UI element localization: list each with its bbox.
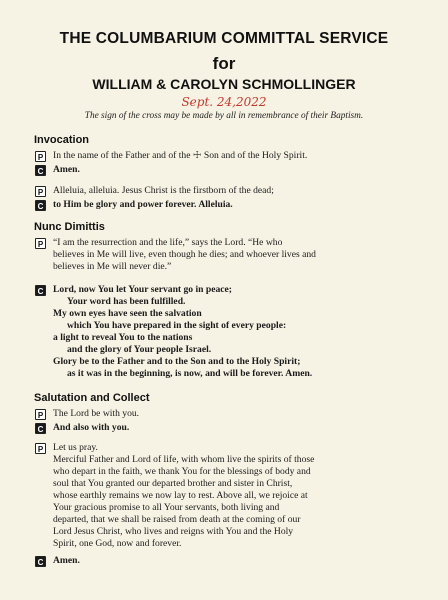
pastor-marker-icon: P [35,238,46,249]
text-line: Lord Jesus Christ, who lives and reigns with You and the Holy [53,526,294,537]
pastor-marker-icon: P [35,186,46,197]
text-line: soul that You granted our departed brother and sister in Christ, [53,478,293,489]
congregation-marker-icon: C [35,423,46,434]
pastor-marker-icon: P [35,151,46,162]
text-line: My own eyes have seen the salvation [53,308,202,319]
text-line: who depart in the faith, we thank You for the blessings of body and [53,466,311,477]
invocation-congregation-text: Amen. [53,164,80,175]
names-title: WILLIAM & CAROLYN SCHMOLLINGER [92,76,356,92]
title-for: for [212,54,236,73]
congregation-marker-icon: C [35,556,46,567]
pastor-marker-icon: P [35,409,46,420]
pastor-marker-icon: P [35,443,46,454]
cross-sign-note: The sign of the cross may be made by all in remembrance of their Baptism. [84,111,364,121]
text-line: believes in Me will never die.” [53,261,172,272]
text-line: Merciful Father and Lord of life, with whom live the spirits of those [53,454,315,465]
text-line: and the glory of Your people Israel. [67,344,212,355]
text-line: Your word has been fulfilled. [67,296,186,307]
invocation-pastor-text: In the name of the Father and of the ☩ Son and of the Holy Spirit. [53,150,308,161]
alleluia-pastor-text: Alleluia, alleluia. Jesus Christ is the firstborn of the dead; [53,185,274,196]
collect-congregation-text: Amen. [53,555,80,566]
salutation-congregation-text: And also with you. [53,422,130,433]
service-title: THE COLUMBARIUM COMMITTAL SERVICE [59,30,389,47]
text-line: believes in Me will live, even though he dies; and whoever lives and [53,249,316,260]
text-line: Spirit, one God, now and forever. [53,538,182,549]
heading-nunc-dimittis: Nunc Dimittis [34,221,105,233]
salutation-pastor-text: The Lord be with you. [53,408,140,419]
heading-salutation-collect: Salutation and Collect [34,392,150,404]
collect-pastor-text [53,442,425,550]
text-line: Glory be to the Father and to the Son and to the Holy Spirit; [53,356,301,367]
text-line: a light to reveal You to the nations [53,332,193,343]
text-line: Lord, now You let Your servant go in peace; [53,284,232,295]
congregation-marker-icon: C [35,285,46,296]
alleluia-congregation-text: to Him be glory and power forever. Alleluia. [53,199,233,210]
text-line: Your gracious promise to all Your servants, both living and [53,502,280,513]
text-line: departed, that we shall be raised from death at the coming of our [53,514,301,525]
text-line: which You have prepared in the sight of every people: [67,320,287,331]
handwritten-date: Sept. 24,2022 [181,95,267,109]
text-line: “I am the resurrection and the life,” says the Lord. “He who [53,237,283,248]
nunc-congregation-text [53,284,425,380]
congregation-marker-icon: C [35,200,46,211]
congregation-marker-icon: C [35,165,46,176]
nunc-pastor-text [53,237,425,273]
text-line: as it was in the beginning, is now, and will be forever. Amen. [67,368,313,379]
text-line: whose earthly remains we now lay to rest. Above all, we rejoice at [53,490,308,501]
text-line: Let us pray. [53,442,98,453]
heading-invocation: Invocation [34,134,90,146]
